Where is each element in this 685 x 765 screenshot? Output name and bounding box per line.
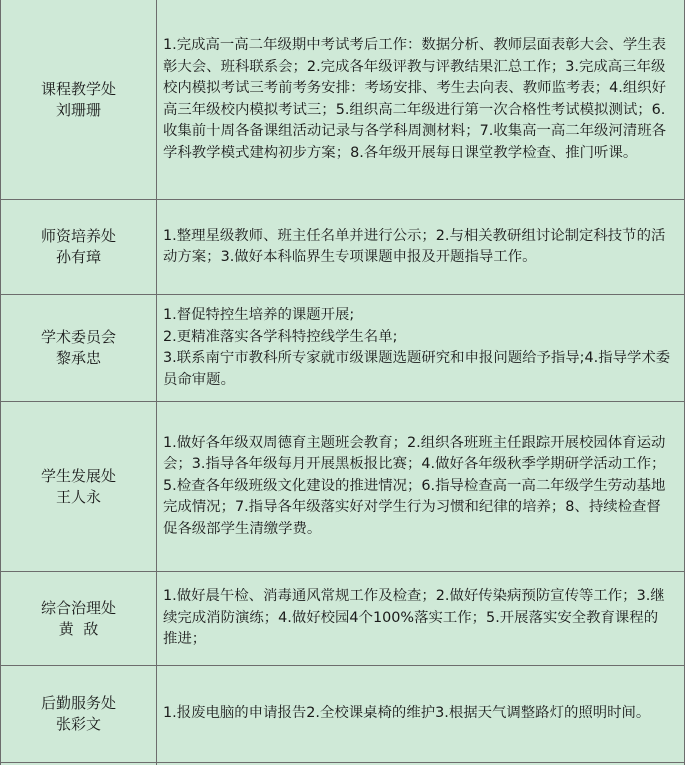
table-row (1, 200, 684, 295)
task-text: 1.做好各年级双周德育主题班会教育；2.组织各班班主任跟踪开展校园体育运动会；3.指导各年级每月开展黑板报比赛；4.做好各年级秋季学期研学活动工作；5.检查各年级班级文化建设的推进情况；6.指导检查高一高二年级学生劳动基地完成情况；7.指导各年级落实好对学生行为习惯和纪律的培养；8、持续检查督促各级部学生清缴学费。 (163, 434, 666, 537)
responsible-person: 黄 敌 (58, 619, 99, 638)
responsible-person: 黎承忠 (55, 349, 101, 367)
department-cell (1, 666, 157, 762)
department-cell (1, 0, 157, 199)
task-cell (157, 295, 684, 401)
department-name: 后勤服务处 (40, 694, 116, 712)
task-cell (157, 572, 684, 665)
department-name: 学术委员会 (40, 328, 116, 346)
task-text: 1.做好晨午检、消毒通风常规工作及检查；2.做好传染病预防宣传等工作；3.继续完成消防演练；4.做好校园4个100%落实工作；5.开展落实安全教育课程的推进； (163, 588, 665, 648)
task-text: 1.整理星级教师、班主任名单并进行公示；2.与相关教研组讨论制定科技节的活动方案；3.做好本科临界生专项课题申报及开题指导工作。 (163, 227, 666, 265)
task-line: 3.联系南宁市教科所专家就市级课题选题研究和申报问题给予指导;4.指导学术委员命审题。 (163, 350, 671, 388)
department-name: 课程教学处 (40, 79, 116, 98)
department-cell (1, 572, 157, 665)
task-line: 2.更精准落实各学科特控线学生名单; (163, 328, 398, 345)
responsible-person: 孙有璋 (55, 248, 101, 266)
responsible-person: 王人永 (55, 487, 101, 506)
table-row (1, 295, 684, 402)
task-cell (157, 0, 684, 199)
task-cell (157, 200, 684, 294)
department-cell (1, 295, 157, 401)
department-name: 综合治理处 (40, 598, 116, 617)
task-line: 1.督促特控生培养的课题开展; (163, 307, 355, 323)
task-cell (157, 402, 684, 571)
task-cell (157, 666, 684, 762)
department-cell (1, 402, 157, 571)
table-row (1, 0, 684, 200)
responsible-person: 张彩文 (55, 715, 101, 733)
department-name: 学生发展处 (40, 466, 116, 485)
table-row (1, 402, 684, 572)
department-name: 师资培养处 (40, 227, 116, 245)
task-text (163, 305, 672, 391)
table-row (1, 666, 684, 763)
task-text: 1.完成高一高二年级期中考试考后工作：数据分析、教师层面表彰大会、学生表彰大会、班科联系会；2.完成各年级评教与评教结果汇总工作；3.完成高三年级校内模拟考试三考前考务安排：考场安排、考生去向表、教师监考表；4.组织好高三年级校内模拟考试三；5.组织高二年级进行第一次合格性考试模拟测试；6.收集前十周各备课组活动记录与各学科周测材料；7.收集高一高二年级河清班各学科教学模式建构初步方案；8.各年级开展每日课堂教学检查、推门听课。 (163, 37, 667, 161)
table-row (1, 572, 684, 666)
task-text: 1.报废电脑的申请报告2.全校课桌椅的维护3.根据天气调整路灯的照明时间。 (163, 705, 651, 722)
department-cell (1, 200, 157, 294)
responsible-person: 刘珊珊 (55, 100, 101, 119)
